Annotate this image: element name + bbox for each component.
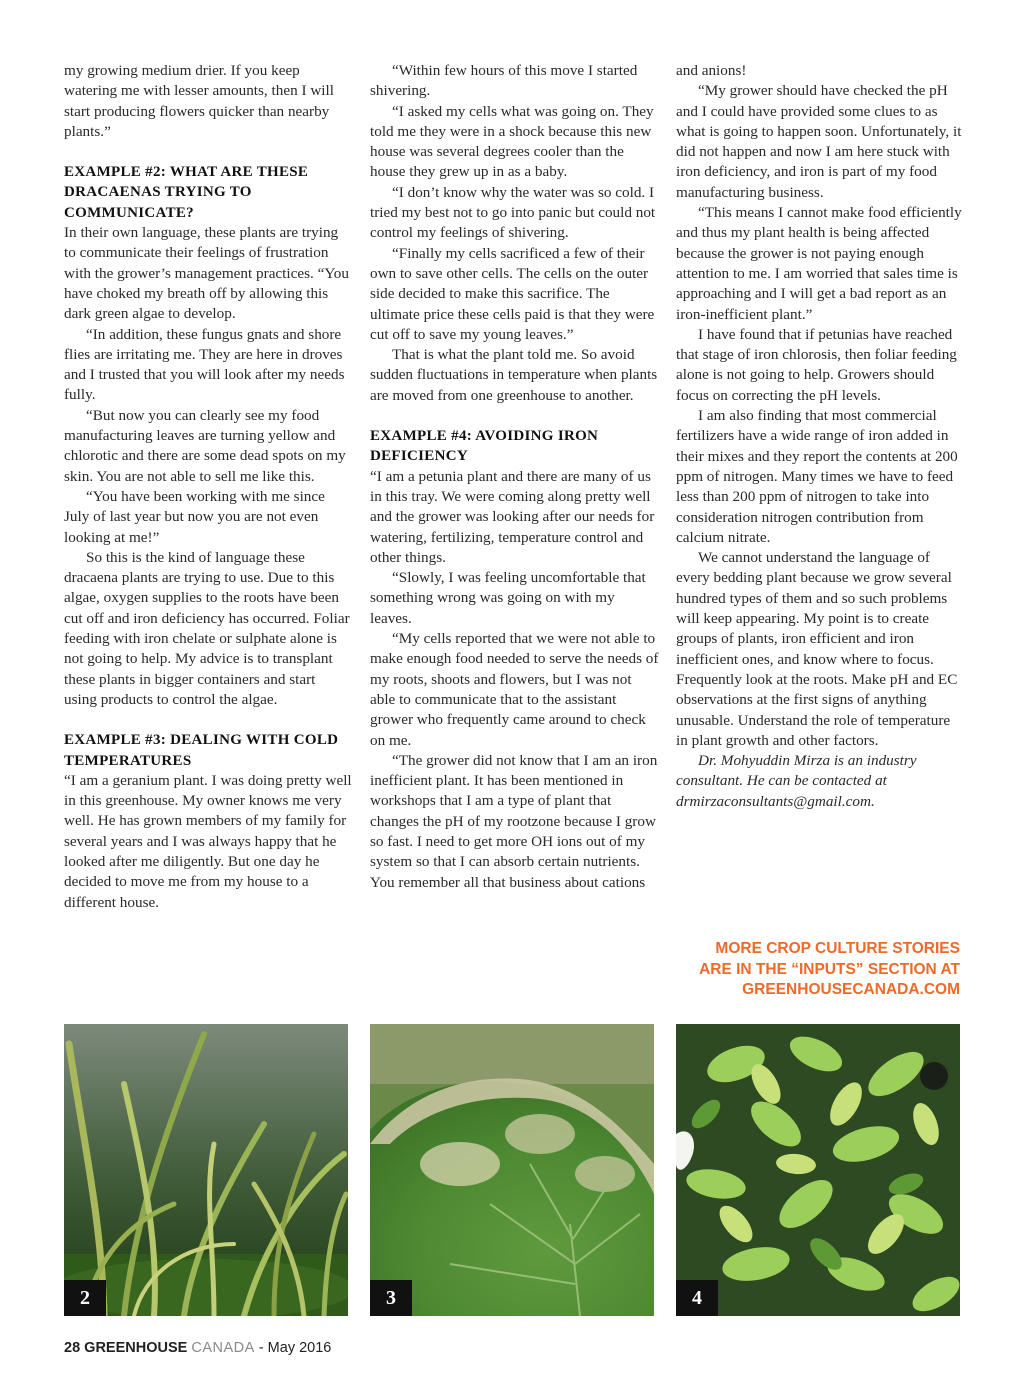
page-number: 28 bbox=[64, 1340, 81, 1356]
paragraph: “Slowly, I was feeling uncomfortable that something wrong was going on with my leaves. bbox=[370, 569, 646, 627]
photo-number: 3 bbox=[370, 1280, 412, 1316]
promo-callout[interactable] bbox=[672, 939, 960, 1001]
photo-number: 2 bbox=[64, 1280, 106, 1316]
paragraph: “But now you can clearly see my food manufacturing leaves are turning yellow and chlorotic and there are some dead spots on my skin. You are not able to sell me like this. bbox=[64, 406, 346, 485]
paragraph: “The grower did not know that I am an iron inefficient plant. It has been mentioned in workshops that I am a type of plant that changes the pH of my rootzone because I grow so fast. I need to get more OH ions out of my system so that I can absorb certain nutrients. You remember all that business about cations bbox=[370, 751, 658, 891]
paragraph: “My grower should have checked the pH and I could have provided some clues to as what is going to happen soon. Unfortunately, it did not happen and now I am here stuck with iron deficiency, and iron is part of my food manufacturing business. bbox=[676, 82, 962, 201]
paragraph: So this is the kind of language these dracaena plants are trying to use. Due to this algae, oxygen supplies to the roots have been cut off and iron deficiency has occurred. Foliar feeding with iron chelate or sulphate alone is not going to help. My advice is to transplant these plants in bigger containers and start using products to control the algae. bbox=[64, 548, 350, 708]
paragraph: “This means I cannot make food efficiently and thus my plant health is being affected because the grower is not paying enough attention to me. I am worried that sales time is approaching and I will get a bad report as an iron-inefficient plant.” bbox=[676, 204, 962, 323]
paragraph: That is what the plant told me. So avoid sudden fluctuations in temperature when plants are moved from one greenhouse to another. bbox=[370, 346, 658, 404]
photo-petunias bbox=[676, 1024, 960, 1316]
photo-geranium bbox=[370, 1024, 654, 1316]
paragraph: “In addition, these fungus gnats and shore flies are irritating me. They are here in droves and I trusted that you will look after my needs fully. bbox=[64, 325, 345, 404]
dracaena-image bbox=[64, 1024, 348, 1316]
photo-dracaena bbox=[64, 1024, 348, 1316]
section-heading: EXAMPLE #4: AVOIDING IRON DEFICIENCY bbox=[370, 428, 599, 465]
paragraph: “Within few hours of this move I started shivering. bbox=[370, 62, 638, 100]
section-heading: EXAMPLE #2: WHAT ARE THESE DRACAENAS TRYING TO COMMUNICATE? bbox=[64, 164, 309, 221]
geranium-image bbox=[370, 1024, 654, 1316]
paragraph: We cannot understand the language of every bedding plant because we grow several hundred types of them and so such problems will keep appearing. My point is to create groups of plants, iron efficient and iron inefficient ones, and know where to focus. Frequently look at the roots. Make pH and EC observations at the first signs of anything unusable. Understand the role of temperature in plant growth and other factors. bbox=[676, 549, 958, 749]
paragraph: I am also finding that most commercial fertilizers have a wide range of iron added in their mixes and they report the contents at 200 ppm of nitrogen. Many times we have to feed less than 200 ppm of nitrogen to take into consideration nitrogen contribution from calcium nitrate. bbox=[676, 407, 958, 546]
paragraph: “My cells reported that we were not able to make enough food needed to serve the needs of my roots, shoots and flowers, but I was not able to communicate that to the assistant grower who frequently came around to check on me. bbox=[370, 630, 659, 749]
author-bio: Dr. Mohyuddin Mirza is an industry consultant. He can be contacted at drmirzaconsultants@gmail.com. bbox=[676, 752, 917, 810]
paragraph: In their own language, these plants are trying to communicate their feelings of frustration with the grower’s management practices. “You have choked my breath off by allowing this dark green algae to develop. bbox=[64, 224, 349, 323]
issue-date: - May 2016 bbox=[258, 1340, 332, 1356]
magazine-country: CANADA bbox=[191, 1340, 255, 1356]
page-footer bbox=[64, 1340, 331, 1356]
paragraph: “I don’t know why the water was so cold. I tried my best not to go into panic but could not control my feelings of shivering. bbox=[370, 183, 656, 242]
photo-number: 4 bbox=[676, 1280, 718, 1316]
paragraph: and anions! bbox=[676, 62, 747, 79]
petunia-image bbox=[676, 1024, 960, 1316]
article-column-3 bbox=[676, 61, 964, 812]
promo-line: ARE IN THE “INPUTS” SECTION AT bbox=[699, 960, 960, 978]
article-column-2 bbox=[370, 61, 660, 893]
paragraph: “Finally my cells sacrificed a few of their own to save other cells. The cells on the outer side decided to make this sacrifice. The ultimate price these cells paid is that they were cut off to save my young leaves.” bbox=[370, 244, 655, 343]
paragraph: I have found that if petunias have reached that stage of iron chlorosis, then foliar feeding alone is not going to help. Growers should focus on correcting the pH levels. bbox=[676, 325, 957, 404]
magazine-name: GREENHOUSE bbox=[84, 1340, 188, 1356]
paragraph: “I am a petunia plant and there are many of us in this tray. We were coming along pretty well and the grower was looking after our needs for watering, fertilizing, temperature control and other things. bbox=[370, 467, 655, 566]
promo-line: MORE CROP CULTURE STORIES bbox=[715, 940, 960, 957]
paragraph: “I asked my cells what was going on. They told me they were in a shock because this new house was several degrees cooler than the house they grew up in as a baby. bbox=[370, 102, 654, 181]
article-column-1 bbox=[64, 61, 352, 913]
paragraph: “You have been working with me since July of last year but now you are not even looking at me!” bbox=[64, 487, 325, 546]
paragraph: “I am a geranium plant. I was doing pretty well in this greenhouse. My owner knows me very well. He has grown members of my family for several years and I was always happy that he looked after me diligently. But one day he decided to move me from my house to a different house. bbox=[64, 771, 352, 911]
section-heading: EXAMPLE #3: DEALING WITH COLD TEMPERATURES bbox=[64, 732, 339, 769]
promo-link[interactable]: GREENHOUSECANADA.COM bbox=[742, 981, 960, 998]
paragraph: my growing medium drier. If you keep watering me with lesser amounts, then I will start producing flowers quicker than nearby plants.” bbox=[64, 62, 334, 140]
